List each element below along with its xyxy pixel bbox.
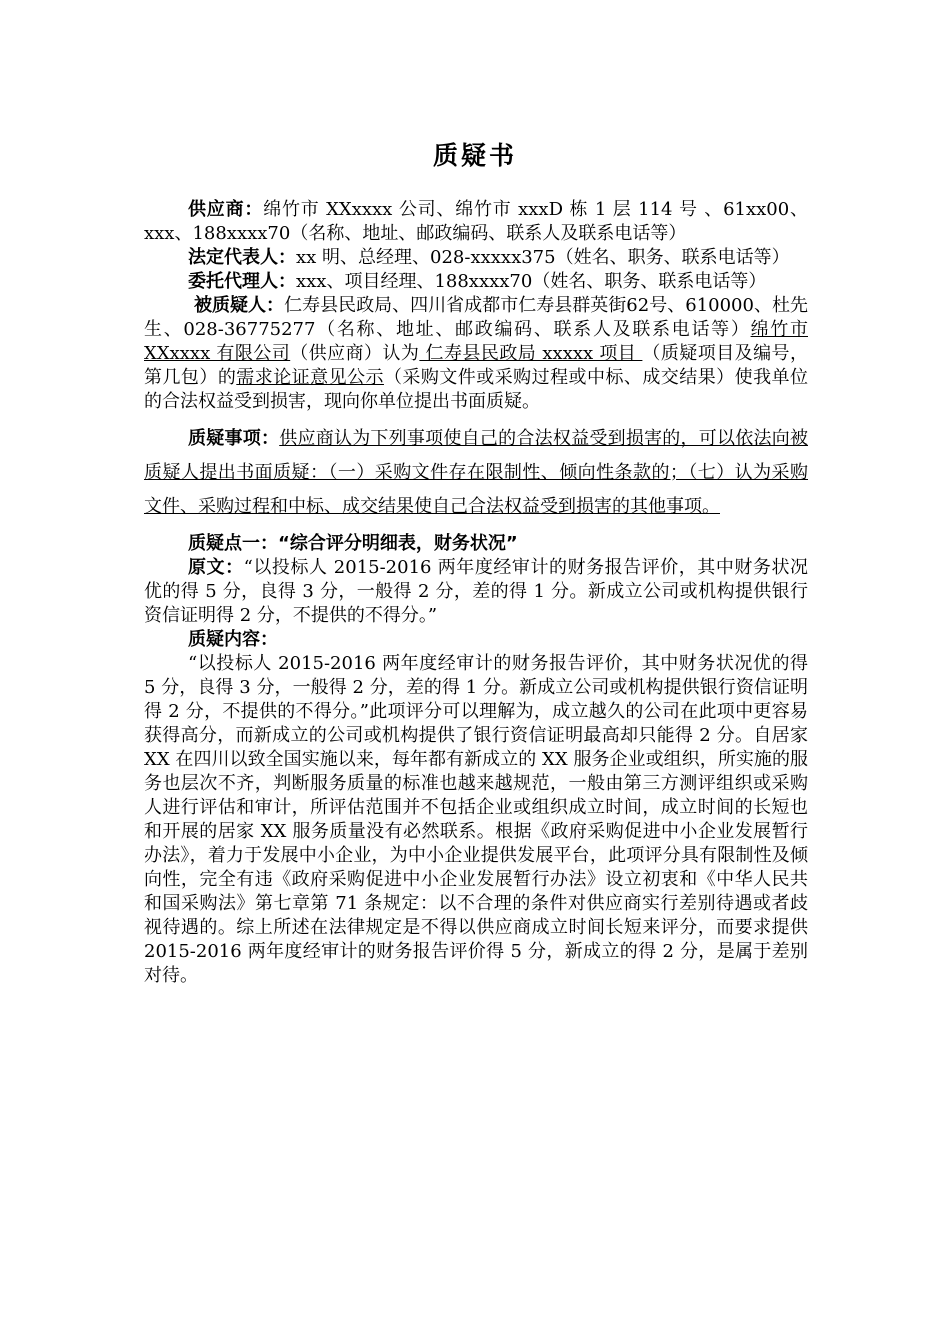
agent-paragraph — [144, 270, 808, 294]
respondent-label: 被质疑人： — [194, 295, 285, 316]
respondent-notice: 需求论证意见公示 — [236, 367, 384, 388]
respondent-company: 绵竹市 XXxxxx 有限公司 — [144, 319, 808, 364]
point-one-heading: 质疑点一：“综合评分明细表，财务状况” — [188, 533, 518, 554]
original-paragraph — [144, 556, 808, 628]
agent-text: xxx、项目经理、188xxxx70（姓名、职务、联系电话等） — [296, 271, 767, 292]
content-label: 质疑内容： — [188, 629, 278, 650]
legal-rep-text: xx 明、总经理、028-xxxxx375（姓名、职务、联系电话等） — [296, 247, 790, 268]
legal-rep-label: 法定代表人： — [188, 247, 296, 268]
document-body — [144, 198, 808, 988]
issue-label: 质疑事项： — [188, 428, 280, 449]
document-title: 质疑书 — [432, 141, 517, 170]
original-label: 原文： — [188, 557, 244, 578]
agent-label: 委托代理人： — [188, 271, 296, 292]
respondent-paragraph — [144, 294, 808, 414]
respondent-text: 仁寿县民政局、四川省成都市仁寿县群英街62号、610000、杜先生、028-36775277（名称、地址、邮政编码、联系人及联系电话等） — [144, 295, 808, 340]
supplier-paragraph — [144, 198, 808, 246]
respondent-text-4: （采购文件或采购过程或中标、成交结果）使我单位的合法权益受到损害，现向你单位提出书面质疑。 — [144, 367, 809, 412]
supplier-label: 供应商： — [188, 199, 264, 220]
respondent-text-3: （质疑项目及编号，第几包）的 — [144, 343, 808, 388]
supplier-text: 绵竹市 XXxxxx 公司、绵竹市 xxxD 栋 1 层 114 号 、61xx00、xxx、188xxxx70（名称、地址、邮政编码、联系人及联系电话等） — [144, 199, 808, 244]
content-paragraph: “以投标人 2015-2016 两年度经审计的财务报告评价，其中财务状况优的得 5 分，良得 3 分，一般得 2 分，差的得 1 分。新成立公司或机构提供银行资信证明得 2 分，不提供的不得分。”此项评分可以理解为，成立越久的公司在此项中更容易获得高分，而新成立的公司或机构提供了银行资信证明最高却只能得 2 分。自居家 XX 在四川以致全国实施以来，每年都有新成立的 XX 服务企业或组织，所实施的服务也层次不齐，判断服务质量的标准也越来越规范，一般由第三方测评组织或采购人进行评估和审计，所评估范围并不包括企业或组织成立时间，成立时间的长短也和开展的居家 XX 服务质量没有必然联系。根据《政府采购促进中小企业发展暂行办法》，着力于发展中小企业，为中小企业提供发展平台，此项评分具有限制性及倾向性，完全有违《政府采购促进中小企业发展暂行办法》设立初衷和《中华人民共和国采购法》第七章第 71 条规定：以不合理的条件对供应商实行差别待遇或者歧视待遇的。综上所述在法律规定是不得以供应商成立时间长短来评分，而要求提供 2015-2016 两年度经审计的财务报告评价得 5 分，新成立的得 2 分，是属于差别对待。 — [144, 653, 808, 986]
issue-text: 供应商认为下列事项使自己的合法权益受到损害的，可以依法向被质疑人提出书面质疑：（一）采购文件存在限制性、倾向性条款的；（七）认为采购文件、采购过程和中标、成交结果使自己合法权益受到损害的其他事项。 — [144, 428, 809, 517]
original-text: “以投标人 2015-2016 两年度经审计的财务报告评价，其中财务状况优的得 5 分，良得 3 分，一般得 2 分，差的得 1 分。新成立公司或机构提供银行资信证明得 2 分，不提供的不得分。” — [144, 557, 809, 626]
legal-rep-paragraph — [144, 246, 808, 270]
respondent-text-2: （供应商）认为 — [290, 343, 420, 364]
issue-paragraph — [144, 422, 808, 524]
respondent-project: 仁寿县民政局 xxxxx 项目 — [419, 343, 643, 364]
